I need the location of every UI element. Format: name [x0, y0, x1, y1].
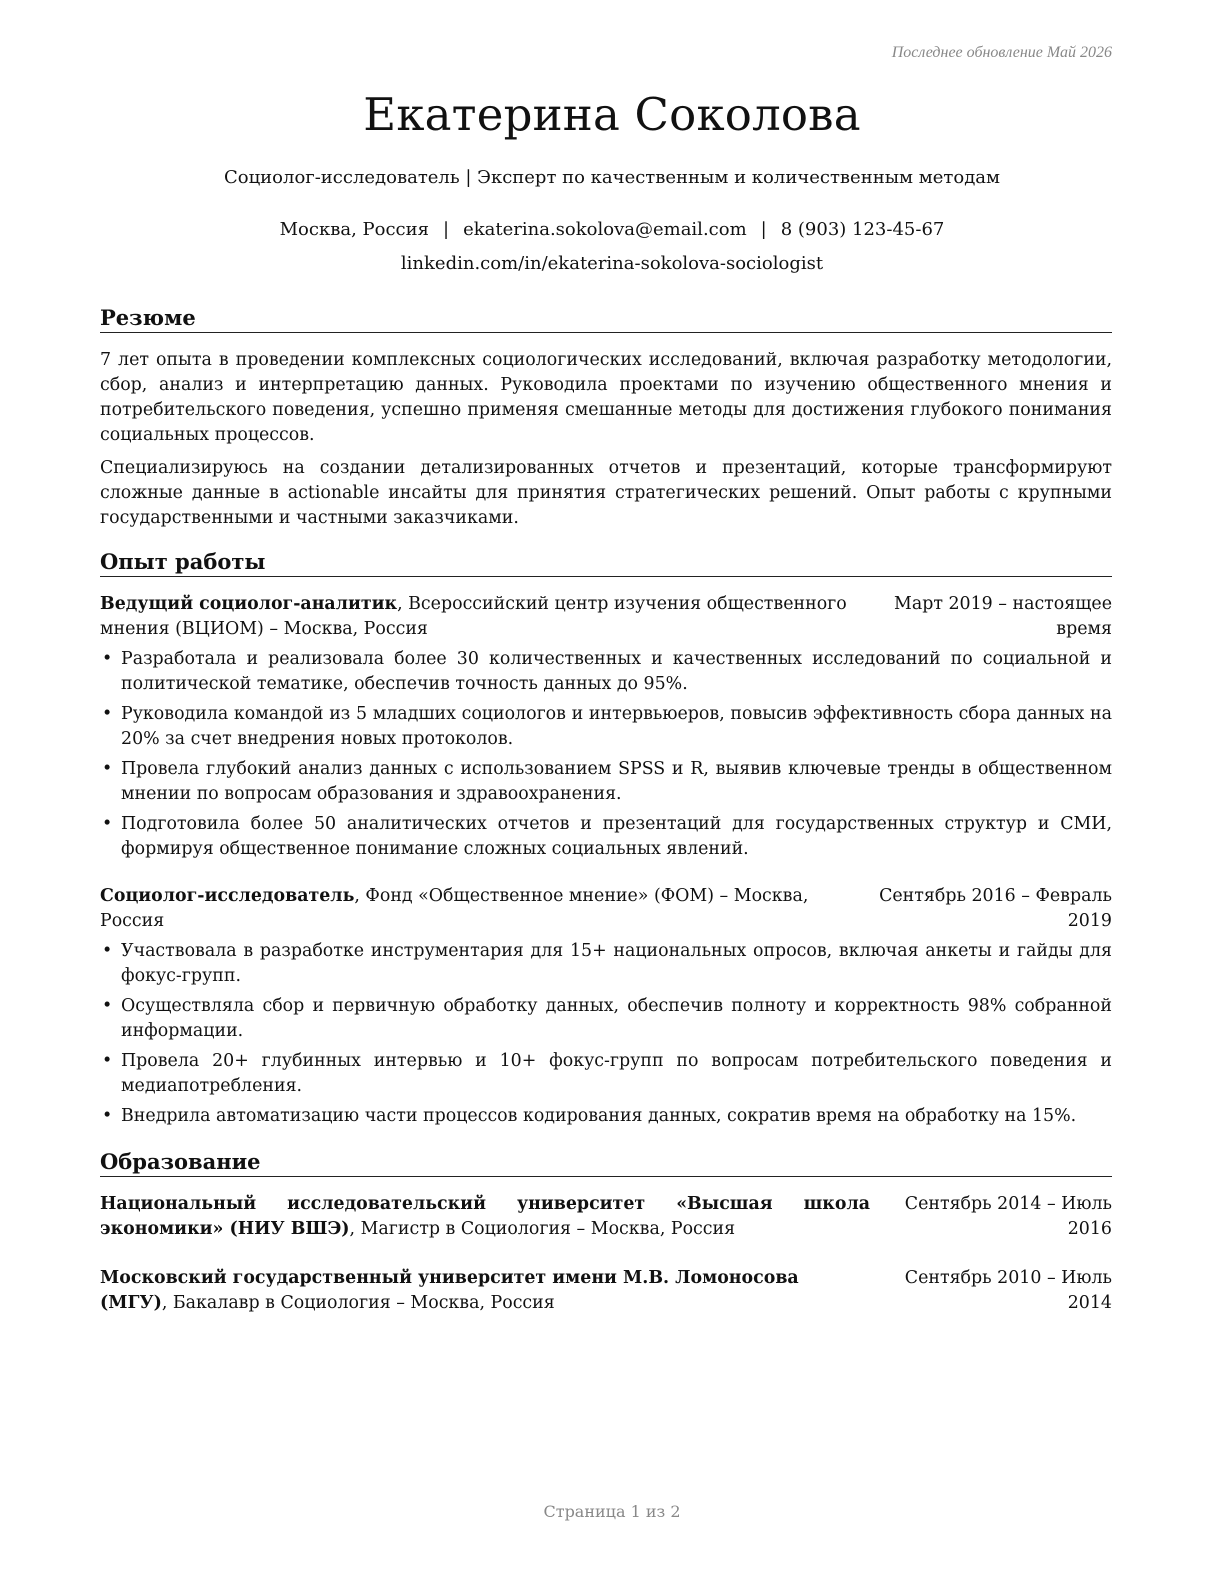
list-item: • Разработала и реализовала более 30 количественных и качественных исследований по социальной и политической тематике, обеспечив точность данных до 95%.: [100, 647, 1112, 697]
job-details: , Всероссийский центр изучения общественного мнения (ВЦИОМ) – Москва, Россия: [100, 594, 847, 639]
education-entry: [100, 1266, 1112, 1316]
list-item: • Провела 20+ глубинных интервью и 10+ фокус-групп по вопросам потребительского поведения и медиапотребления.: [100, 1049, 1112, 1099]
separator: |: [443, 219, 450, 240]
education-institution: Национальный исследовательский университет «Высшая школа экономики» (НИУ ВШЭ): [100, 1194, 870, 1239]
education-institution: Московский государственный университет имени М.В. Ломоносова (МГУ): [100, 1268, 799, 1313]
list-item: • Провела глубокий анализ данных с использованием SPSS и R, выявив ключевые тренды в общественном мнении по вопросам образования и здравоохранения.: [100, 757, 1112, 807]
last-updated: Последнее обновление Май 2026: [891, 44, 1112, 61]
candidate-name: Екатерина Соколова: [363, 88, 861, 141]
list-item: • Участвовала в разработке инструментария для 15+ национальных опросов, включая анкеты и гайды для фокус-групп.: [100, 939, 1112, 989]
location: Москва, Россия: [279, 219, 429, 240]
list-item: • Внедрила автоматизацию части процессов кодирования данных, сократив время на обработку на 15%.: [100, 1104, 1112, 1129]
job-header: [100, 884, 1112, 934]
separator: |: [760, 219, 767, 240]
job-dates: Сентябрь 2016 – Февраль 2019: [879, 886, 1112, 931]
job-details: , Фонд «Общественное мнение» (ФОМ) – Москва, Россия: [100, 886, 809, 931]
list-item: • Подготовила более 50 аналитических отчетов и презентаций для государственных структур и СМИ, формируя общественное понимание сложных социальных явлений.: [100, 812, 1112, 862]
job-position: Ведущий социолог-аналитик: [100, 594, 398, 614]
education-details: , Бакалавр в Социология – Москва, Россия: [161, 1293, 555, 1313]
phone: 8 (903) 123-45-67: [780, 219, 945, 240]
education-section: [100, 1192, 1112, 1316]
job-entry: [100, 592, 1112, 862]
summary-paragraph: 7 лет опыта в проведении комплексных социологических исследований, включая разработку методологии, сбор, анализ и интерпретацию данных. Руководила проектами по изучению общественного мнения и потребительского поведения, успешно применяя смешанные методы для достижения глубокого понимания социальных процессов.: [100, 350, 1112, 445]
experience-section: [100, 592, 1112, 1134]
job-bullets: [100, 939, 1112, 1129]
list-item: • Руководила командой из 5 младших социологов и интервьюеров, повысив эффективность сбора данных на 20% за счет внедрения новых протоколов.: [100, 702, 1112, 752]
summary-paragraph: Специализируюсь на создании детализированных отчетов и презентаций, которые трансформируют сложные данные в actionable инсайты для принятия стратегических решений. Опыт работы с крупными государственными и частными заказчиками.: [100, 458, 1112, 528]
job-header: [100, 592, 1112, 642]
section-title-experience: Опыт работы: [100, 549, 1112, 577]
job-position: Социолог-исследователь: [100, 886, 355, 906]
section-title-education: Образование: [100, 1149, 1112, 1177]
summary-section: [100, 348, 1112, 531]
education-dates: Сентябрь 2014 – Июль 2016: [904, 1194, 1112, 1239]
education-dates: Сентябрь 2010 – Июль 2014: [904, 1268, 1112, 1313]
email-link[interactable]: ekaterina.sokolova@email.com: [463, 219, 747, 240]
contact-line: [0, 219, 1224, 240]
education-entry: [100, 1192, 1112, 1242]
job-dates: Март 2019 – настоящее время: [894, 594, 1112, 639]
candidate-subtitle: Социолог-исследователь | Эксперт по качественным и количественным методам: [223, 167, 1001, 188]
linkedin-link[interactable]: linkedin.com/in/ekaterina-sokolova-sociologist: [400, 253, 824, 274]
section-title-summary: Резюме: [100, 305, 1112, 333]
page-number: Страница 1 из 2: [543, 1502, 681, 1521]
education-details: , Магистр в Социология – Москва, Россия: [349, 1219, 736, 1239]
list-item: • Осуществляла сбор и первичную обработку данных, обеспечив полноту и корректность 98% собранной информации.: [100, 994, 1112, 1044]
job-entry: [100, 884, 1112, 1129]
job-bullets: [100, 647, 1112, 862]
